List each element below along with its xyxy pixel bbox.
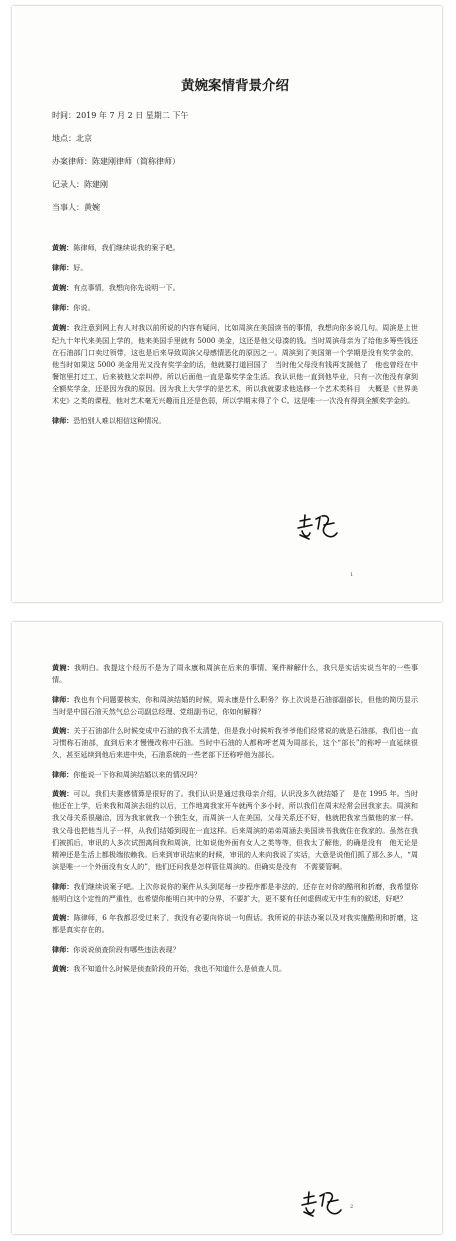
- speaker-label: 律师：: [52, 416, 74, 426]
- page-number: 2: [350, 1204, 354, 1210]
- dialogue-text: 我们继续说案子吧。上次你说你的案件从头到尾每一步程序都是非法的，还存在对你的酷刑和折磨，我希望你能明白这个定性的严重性，也希望你能明白其中的分界，不要扩大，更不要有任何虚假或无中生有的叙述，好吧？: [52, 881, 419, 903]
- dialogue-paragraph: [52, 963, 418, 975]
- page-number: 1: [350, 572, 354, 578]
- dialogue-paragraph: [52, 282, 418, 294]
- dialogue-paragraph: [52, 262, 418, 274]
- speaker-label: 黄婉：: [52, 283, 74, 293]
- dialogue-text: 我不知道什么时候是侦查阶段的开始，我也不知道什么是侦查人员。: [73, 963, 287, 973]
- meta-value: 北京: [76, 134, 92, 143]
- meta-recorder: [52, 179, 418, 191]
- dialogue-text: 陈律师，我们继续说我的案子吧。: [73, 243, 180, 253]
- dialogue-paragraph: [52, 725, 418, 762]
- dialogue-paragraph: [52, 415, 418, 427]
- meta-label: 办案律师：: [52, 157, 92, 166]
- dialogue-paragraph: [52, 242, 418, 254]
- dialogue-text: 恐怕别人难以相信这种情况。: [73, 416, 166, 426]
- dialogue-text: 好。: [73, 263, 88, 273]
- meta-value: 黄婉: [84, 203, 100, 212]
- dialogue-paragraph: [52, 769, 418, 781]
- dialogue-text: 可以。我们夫妻感情算是很好的了。我们认识是通过我母亲介绍，认识没多久就结婚了 是在 1995 年。当时他还在上学，后来我和周滨去纽约以后，工作地离我家开车就两个多小时，所以我们在周末经常会回我家去。周滨和我父母关系很融洽，因为我家就我一个独生女，而周滨一人在美国，父母关系还不好，他就把我家当做他的家一样。我父母也把他当儿子一样，从我们结婚到现在一直这样。后来周滨的弟弟周涵去美国读书我就住在我家的。虽然在我们被抓后，审讯的人多次试图离间我和周滨，比如说他外面有女人之类等等，但我太了解他，的确是没有 他无论是精神还是生活上都极端依赖我。后来到审讯结束的时候，审讯的人来向我说了实话，大意是说他们抓了那么多人，“周滨是唯一一个外面没有女人的”，他们还问我是怎样管住周滨的。但确实是没有 不需要管啊。: [52, 789, 419, 872]
- dialogue-text: 你说说侦查阶段有哪些违法表现？: [73, 944, 180, 954]
- dialogue-text: 我明白。我提这个经历不是为了周永康和周滨在后来的事情、案件辩解什么，我只是实话实说当年的一些事情。: [52, 663, 419, 685]
- handwritten-signature: [294, 511, 340, 543]
- meta-value: 陈建刚律师（简称律师）: [92, 157, 180, 166]
- speaker-label: 律师：: [52, 303, 74, 313]
- document-page-1: [12, 6, 442, 602]
- speaker-label: 律师：: [52, 694, 74, 704]
- dialogue-text: 你说。: [73, 303, 95, 313]
- meta-label: 时间：: [52, 111, 76, 120]
- document-page-2: [12, 622, 442, 1234]
- meta-value: 陈建刚: [84, 180, 108, 189]
- speaker-label: 黄婉：: [52, 726, 74, 735]
- document-title: 黄婉案情背景介绍: [181, 78, 289, 94]
- dialogue-text: 你能说一下你和周滨结婚以来的情况吗？: [73, 769, 201, 779]
- speaker-label: 黄婉：: [52, 243, 74, 253]
- dialogue-paragraph: [52, 322, 418, 407]
- meta-value: 2019 年 7 月 2 日 星期二 下午: [76, 111, 189, 120]
- speaker-label: 黄婉：: [52, 789, 74, 798]
- dialogue-paragraph: [52, 881, 418, 905]
- meta-lawyer: [52, 156, 418, 168]
- speaker-label: 黄婉：: [52, 323, 74, 333]
- meta-label: 地点：: [52, 134, 76, 143]
- dialogue-paragraph: [52, 788, 418, 873]
- dialogue-text: 有点事情，我想向你先说明一下。: [73, 283, 180, 293]
- dialogue-text: 我注意到网上有人对我以前所说的内容有疑问，比如周滨在美国读书的事情，我想向你多说几句。周滨是上世纪九十年代来美国上学的，他来美国手里就有 5000 美金，这还是他父母凑的钱。当时周滨母亲为了给他多筹些钱还在石油部门口卖过领带，这也是后来导致周滨父母感情恶化的原因之一。周滨到了美国第一个学期是没有奖学金的，他当时如果这 5000 美金用光又没有奖学金的话，他就要打道回国了 当时他父母没有钱再支援他了 他也曾经在中餐馆里打过工，后来被他父亲叫停。所以后面他一直是靠奖学金生活。我认识他一直到他毕业，只有一次他没有拿到全额奖学金，还是因为我的原因。因为我上大学学的是艺术，所以我就要求他选修一个艺术类科目 大概是《世界美术史》之类的课程，他对艺术毫无兴趣而且还是色弱，所以学期末得了个 C。这是唯一一次没有得到全额奖学金的。: [52, 323, 419, 406]
- speaker-label: 律师：: [52, 263, 74, 273]
- dialogue-paragraph: [52, 662, 418, 686]
- speaker-label: 律师：: [52, 881, 74, 891]
- dialogue-paragraph: [52, 694, 418, 718]
- speaker-label: 黄婉：: [52, 913, 74, 923]
- dialogue-text: 陈律师，6 年我都忍受过来了，我没有必要向你说一句假话。我所说的非法办案以及对我实施酷刑和折磨，这都是真实存在的。: [52, 913, 419, 935]
- speaker-label: 黄婉：: [52, 663, 74, 672]
- speaker-label: 律师：: [52, 944, 74, 954]
- meta-label: 记录人：: [52, 180, 84, 189]
- dialogue-paragraph: [52, 302, 418, 314]
- dialogue-paragraph: [52, 912, 418, 936]
- dialogue-text: 我也有个问题要核实，你和周滨结婚的时候，周永康是什么职务？你上次说是石油部副部长，但他的简历显示当时是中国石油天然气总公司副总经理、党组副书记，你如何解释？: [52, 694, 419, 716]
- meta-location: [52, 133, 418, 145]
- meta-label: 当事人：: [52, 203, 84, 212]
- dialogue-paragraph: [52, 944, 418, 956]
- meta-client: [52, 202, 418, 214]
- meta-time: [52, 110, 418, 122]
- speaker-label: 黄婉：: [52, 963, 74, 973]
- handwritten-signature: [298, 1188, 344, 1220]
- speaker-label: 律师：: [52, 769, 74, 779]
- dialogue-text: 关于石油部什么时候变成中石油的我不太清楚，但是我小时候听我爷爷他们经常说的就是石油部，我们也一直习惯称石油部，直到后来才慢慢改称中石油。当时中石油的人都称呼老周为周部长，这个“部长”的称呼一直延续很久，甚至延续到他后来进中央，石油系统的一些老部下还称呼他为部长。: [52, 726, 419, 760]
